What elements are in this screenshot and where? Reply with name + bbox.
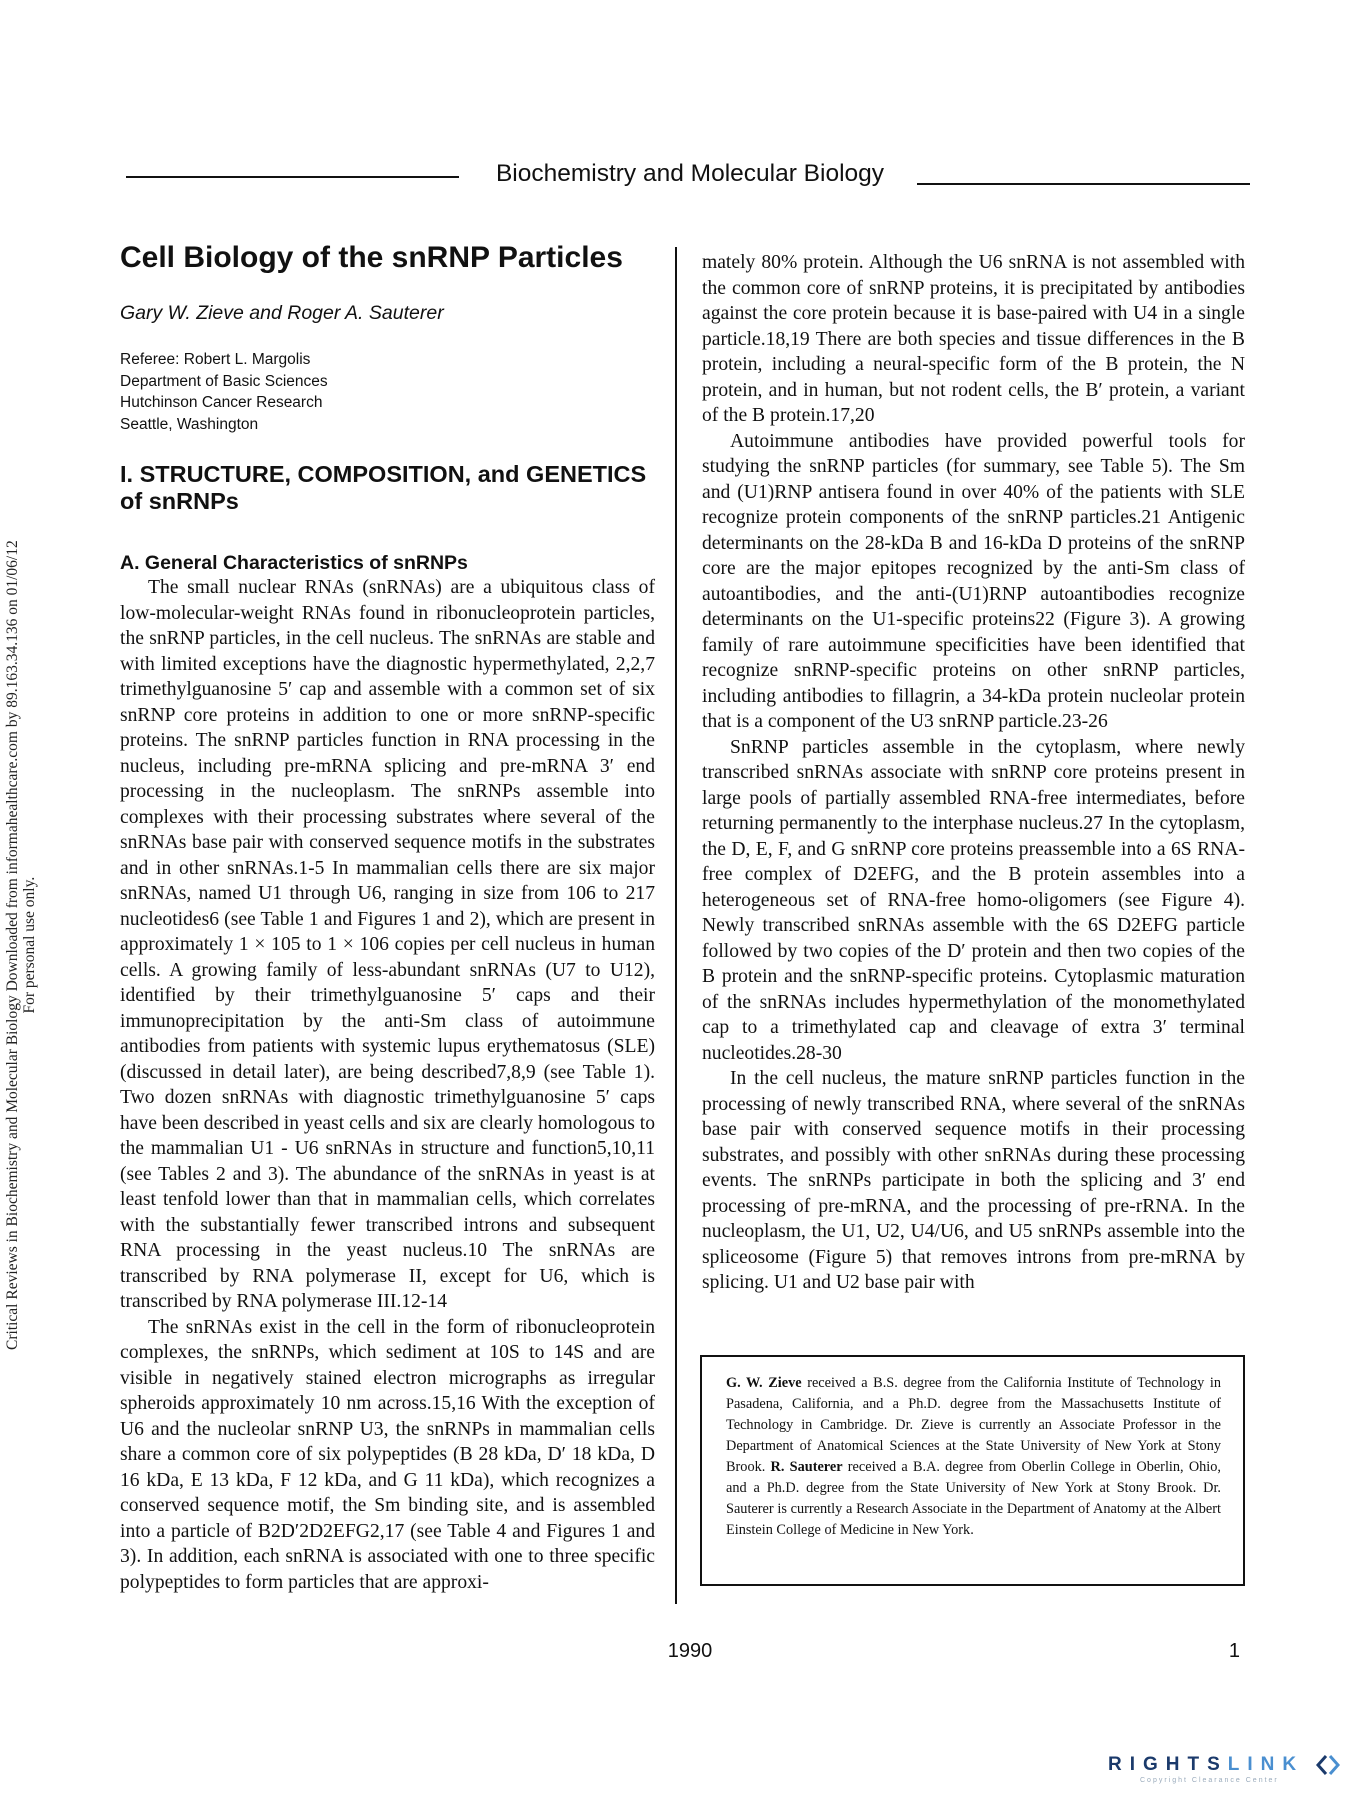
author-name: R. Sauterer	[770, 1459, 843, 1475]
article-title: Cell Biology of the snRNP Particles	[120, 241, 623, 274]
rightslink-subtitle: Copyright Clearance Center	[1140, 1777, 1279, 1784]
running-header: Biochemistry and Molecular Biology	[495, 160, 885, 187]
header-rule-left	[126, 176, 459, 178]
referee-line: Referee: Robert L. Margolis	[120, 351, 311, 368]
rightslink-arrows-icon	[1316, 1754, 1340, 1776]
referee-block	[120, 349, 655, 435]
referee-line: Department of Basic Sciences	[120, 372, 328, 390]
article-authors: Gary W. Zieve and Roger A. Sauterer	[120, 302, 444, 324]
left-column	[120, 240, 655, 1595]
page-year: 1990	[667, 1640, 713, 1662]
right-column	[702, 250, 1245, 1296]
body-paragraph: SnRNP particles assemble in the cytoplasm, where newly transcribed snRNAs associate with snRNP core proteins present in large pools of partially assembled RNA-free intermediates, before returning permanently to the interphase nucleus.27 In the cytoplasm, the D, E, F, and G snRNP core proteins preassemble into a 6S RNA-free complex of D2EFG, and the B protein assembles into a heterogeneous set of RNA-free homo-oligomers (see Figure 4). Newly transcribed snRNAs assemble with the 6S D2EFG particle followed by two copies of the D′ protein and then two copies of the B protein and the snRNP-specific proteins. Cytoplasmic maturation of the snRNAs includes hypermethylation of the monomethylated cap to a trimethylated cap and cleavage of extra 3′ terminal nucleotides.28-30	[702, 736, 1245, 1064]
body-paragraph: In the cell nucleus, the mature snRNP particles function in the processing of newly transcribed RNA, where several of the snRNAs base pair with conserved sequence motifs in their processing substrates, and possibly with other snRNAs during these processing events. The snRNPs participate in both the splicing and 3′ end processing of pre-mRNA, and the processing of pre-rRNA. In the nucleoplasm, the U1, U2, U4/U6, and U5 snRNPs assemble into the spliceosome (Figure 5) that removes introns from pre-mRNA by splicing. U1 and U2 base pair with	[702, 1068, 1245, 1293]
section-heading: I. STRUCTURE, COMPOSITION, and GENETICS of snRNPs	[120, 461, 647, 514]
subsection-heading: A. General Characteristics of snRNPs	[120, 552, 468, 574]
body-paragraph: Autoimmune antibodies have provided powerful tools for studying the snRNP particles (for summary, see Table 5). The Sm and (U1)RNP antisera found in over 40% of the patients with SLE recognize protein components of the snRNP particles.21 Antigenic determinants on the 28-kDa B and 16-kDa D proteins of the snRNP core are the major epitopes recognized by the anti-Sm class of autoantibodies, and the anti-(U1)RNP autoantibodies recognize determinants on the U1-specific proteins22 (Figure 3). A growing family of rare autoimmune specificities have been identified that recognize snRNP-specific proteins on other snRNP particles, including antibodies to fillagrin, a 34-kDa protein nucleolar protein that is a component of the U3 snRNP particle.23-26	[702, 430, 1245, 732]
page-number: 1	[1228, 1640, 1240, 1662]
author-name: G. W. Zieve	[726, 1375, 802, 1391]
rightslink-wordmark: RIGHTSLINK	[1108, 1754, 1305, 1775]
body-paragraph: The small nuclear RNAs (snRNAs) are a ubiquitous class of low-molecular-weight RNAs found in ribonucleoprotein particles, the snRNP particles, in the cell nucleus. The snRNAs are stable and with limited exceptions have the diagnostic hypermethylated, 2,2,7 trimethylguanosine 5′ cap and assemble with a common set of six snRNP core proteins in addition to one or more snRNP-specific proteins. The snRNP particles function in RNA processing in the nucleus, including pre-mRNA splicing and pre-mRNA 3′ end processing in the nucleoplasm. The snRNPs assemble into complexes with their processing substrates where several of the snRNAs base pair with conserved sequence motifs in the substrates and in other snRNAs.1-5 In mammalian cells there are six major snRNAs, named U1 through U6, ranging in size from 106 to 217 nucleotides6 (see Table 1 and Figures 1 and 2), which are present in approximately 1 × 105 to 1 × 106 copies per cell nucleus in human cells. A growing family of less-abundant snRNAs (U7 to U12), identified by their trimethylguanosine 5′ caps and their immunoprecipitation by the anti-Sm class of autoimmune antibodies from patients with systemic lupus erythematosus (SLE) (discussed in detail later), are being described7,8,9 (see Table 1). Two dozen snRNAs with diagnostic trimethylguanosine 5′ caps have been described in yeast cells and six are clearly homologous to the mammalian U1 - U6 snRNAs in structure and function5,10,11 (see Tables 2 and 3). The abundance of the snRNAs in yeast is at least tenfold lower than that in mammalian cells, which correlates with the substantially fewer transcribed introns and subsequent RNA processing in the yeast nucleus.10 The snRNAs are transcribed by RNA polymerase II, except for U6, which is transcribed by RNA polymerase III.12-14	[120, 577, 655, 1312]
column-divider	[675, 247, 677, 1604]
header-rule-right	[917, 183, 1250, 185]
body-paragraph: The snRNAs exist in the cell in the form of ribonucleoprotein complexes, the snRNPs, which sediment at 10S to 14S and are visible in negatively stained electron micrographs as irregular spheroids approximately 10 nm across.15,16 With the exception of U6 and the nucleolar snRNP U3, the snRNPs in mammalian cells share a common core of six polypeptides (B 28 kDa, D′ 18 kDa, D 16 kDa, E 13 kDa, F 12 kDa, and G 11 kDa), which recognizes a conserved sequence motif, the Sm binding site, and is assembled into a particle of B2D′2D2EFG2,17 (see Table 4 and Figures 1 and 3). In addition, each snRNA is associated with one to three specific polypeptides to form particles that are approxi-	[120, 1316, 655, 1593]
author-bio-text: G. W. Zieve received a B.S. degree from the California Institute of Technology in Pasadena, California, and a Ph.D. degree from the Massachusetts Institute of Technology in Cambridge. Dr. Zieve is currently an Associate Professor in the Department of Anatomical Sciences at the State University of New York at Stony Brook. R. Sauterer received a B.A. degree from Oberlin College in Oberlin, Ohio, and a Ph.D. degree from the State University of New York at Stony Brook. Dr. Sauterer is currently a Research Associate in the Department of Anatomy at the Albert Einstein College of Medicine in New York.	[726, 1375, 1221, 1538]
referee-line: Seattle, Washington	[120, 415, 259, 433]
rightslink-logo[interactable]	[1108, 1754, 1344, 1790]
referee-line: Hutchinson Cancer Research	[120, 394, 323, 411]
body-paragraph: mately 80% protein. Although the U6 snRNA is not assembled with the common core of snRNP proteins, it is precipitated by antibodies against the core protein because it is base-paired with U4 in a single particle.18,19 There are both species and tissue differences in the B protein, including a neural-specific form of the B protein, the N protein, and in human, but not rodent cells, the B′ protein, a variant of the B protein.17,20	[702, 252, 1245, 426]
author-bio-box	[700, 1355, 1245, 1586]
download-notice-text: Critical Reviews in Biochemistry and Molecular Biology Downloaded from informahealthcare.com by 89.163.34.136 on 01/06/12 For personal use only.	[4, 540, 38, 1350]
